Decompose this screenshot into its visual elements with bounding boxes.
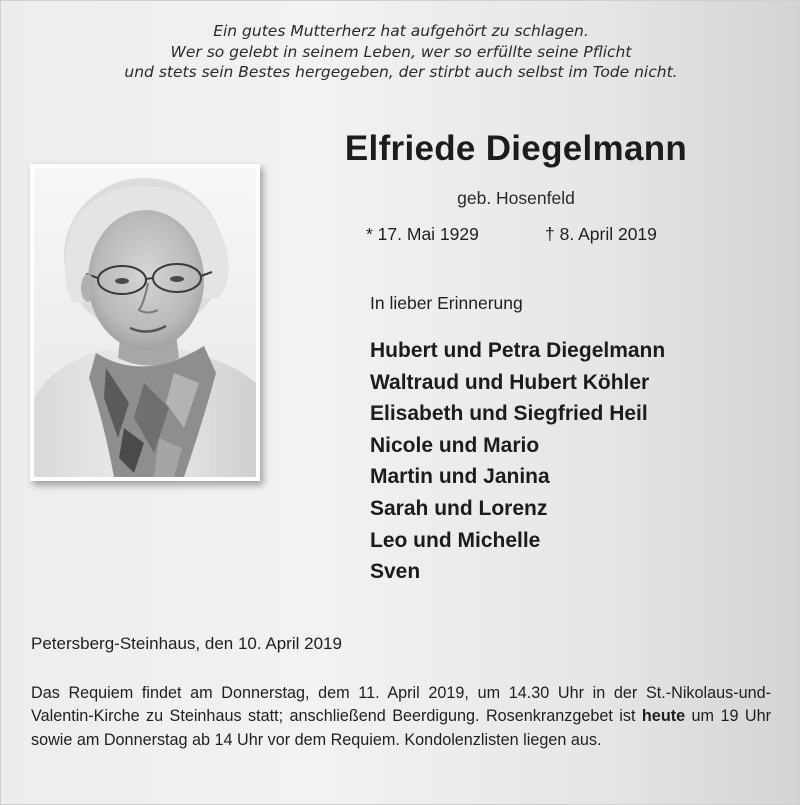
portrait-photo [34, 168, 256, 477]
poem-line: und stets sein Bestes hergegeben, der stirbt auch selbst im Tode nicht. [124, 63, 678, 81]
mourners-list [370, 335, 665, 588]
mourner-name: Leo und Michelle [370, 528, 541, 552]
death-date: † 8. April 2019 [545, 224, 657, 244]
mourner-name: Hubert und Petra Diegelmann [370, 339, 666, 362]
mourner-name: Martin und Janina [370, 465, 550, 489]
maiden-name: geb. Hosenfeld [457, 188, 575, 208]
poem-line: Ein gutes Mutterherz hat aufgehört zu schlagen. [213, 22, 589, 40]
memory-label: In lieber Erinnerung [370, 293, 523, 313]
poem-line: Wer so gelebt in seinem Leben, wer so erfüllte seine Pflicht [170, 42, 632, 61]
mourner-name: Sarah und Lorenz [370, 496, 548, 520]
birth-date: * 17. Mai 1929 [366, 224, 479, 244]
place-and-date: Petersberg-Steinhaus, den 10. April 2019 [31, 634, 342, 653]
portrait-frame [30, 164, 260, 481]
funeral-notice [31, 682, 771, 752]
mourner-name: Waltraud und Hubert Köhler [370, 370, 650, 394]
mourner-name: Sven [370, 560, 421, 584]
memorial-poem [1, 21, 800, 83]
notice-highlight: heute [641, 707, 686, 726]
notice-text: Das Requiem findet am Donnerstag, dem 11. April 2019, um 14.30 Uhr in der St.-Nikolaus-und-Valentin-Kirche zu Steinhaus statt; anschließend Beerdigung. Rosenkranzgebet ist [31, 684, 771, 726]
portrait-illustration [34, 168, 256, 477]
notice-text: um 19 Uhr sowie am Donnerstag ab 14 Uhr vor dem Requiem. Kondolenzlisten liegen aus. [31, 707, 771, 749]
deceased-name: Elfriede Diegelmann [344, 129, 688, 168]
mourner-name: Nicole und Mario [370, 433, 540, 457]
mourner-name: Elisabeth und Siegfried Heil [370, 402, 648, 426]
